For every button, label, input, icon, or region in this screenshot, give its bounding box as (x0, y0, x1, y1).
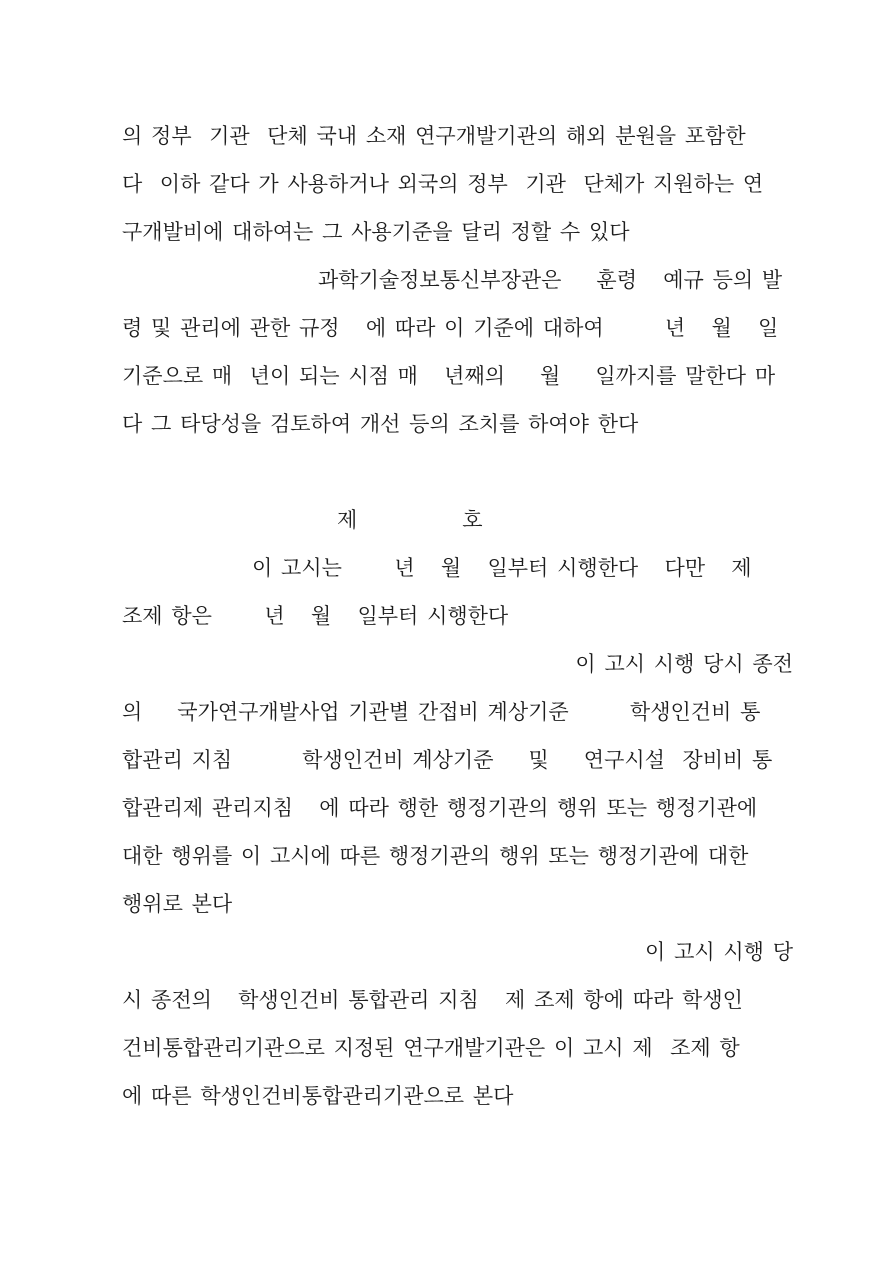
text-line-20: 에 따른 학생인건비통합관리기관으로 본다 (122, 1084, 514, 1108)
text-line-4: 과학기술정보통신부장관은 훈령 예규 등의 발 (318, 268, 783, 292)
text-line-11: 이 고시 시행 당시 종전 (575, 652, 793, 676)
text-line-5: 령 및 관리에 관한 규정 에 따라 이 기준에 대하여 년 월 일 (122, 316, 779, 340)
blank-line (122, 448, 793, 496)
text-line-17: 이 고시 시행 당 (645, 940, 793, 964)
text-line-2: 다 이하 같다 가 사용하거나 외국의 정부 기관 단체가 지원하는 연 (122, 172, 764, 196)
text-line-13: 합관리 지침 학생인건비 계상기준 및 연구시설 장비비 통 (122, 748, 773, 772)
article-heading-line: 제 호 (337, 508, 483, 532)
text-line-3: 구개발비에 대하여는 그 사용기준을 달리 정할 수 있다 (122, 220, 630, 244)
text-line-7: 다 그 타당성을 검토하여 개선 등의 조치를 하여야 한다 (122, 412, 639, 436)
text-line-19: 건비통합관리기관으로 지정된 연구개발기관은 이 고시 제 조제 항 (122, 1036, 740, 1060)
text-line-18: 시 종전의 학생인건비 통합관리 지침 제 조제 항에 따라 학생인 (122, 988, 743, 1012)
text-line-10: 조제 항은 년 월 일부터 시행한다 (122, 604, 509, 628)
text-line-14: 합관리제 관리지침 에 따라 행한 행정기관의 행위 또는 행정기관에 (122, 796, 758, 820)
text-line-1: 의 정부 기관 단체 국내 소재 연구개발기관의 해외 분원을 포함한 (122, 124, 746, 148)
text-line-6: 기준으로 매 년이 되는 시점 매 년째의 월 일까지를 말한다 마 (122, 364, 776, 388)
text-line-12: 의 국가연구개발사업 기관별 간접비 계상기준 학생인건비 통 (122, 700, 761, 724)
text-line-16: 행위로 본다 (122, 892, 233, 916)
text-line-9: 이 고시는 년 월 일부터 시행한다 다만 제 (252, 556, 752, 580)
text-line-15: 대한 행위를 이 고시에 따른 행정기관의 행위 또는 행정기관에 대한 (122, 844, 749, 868)
